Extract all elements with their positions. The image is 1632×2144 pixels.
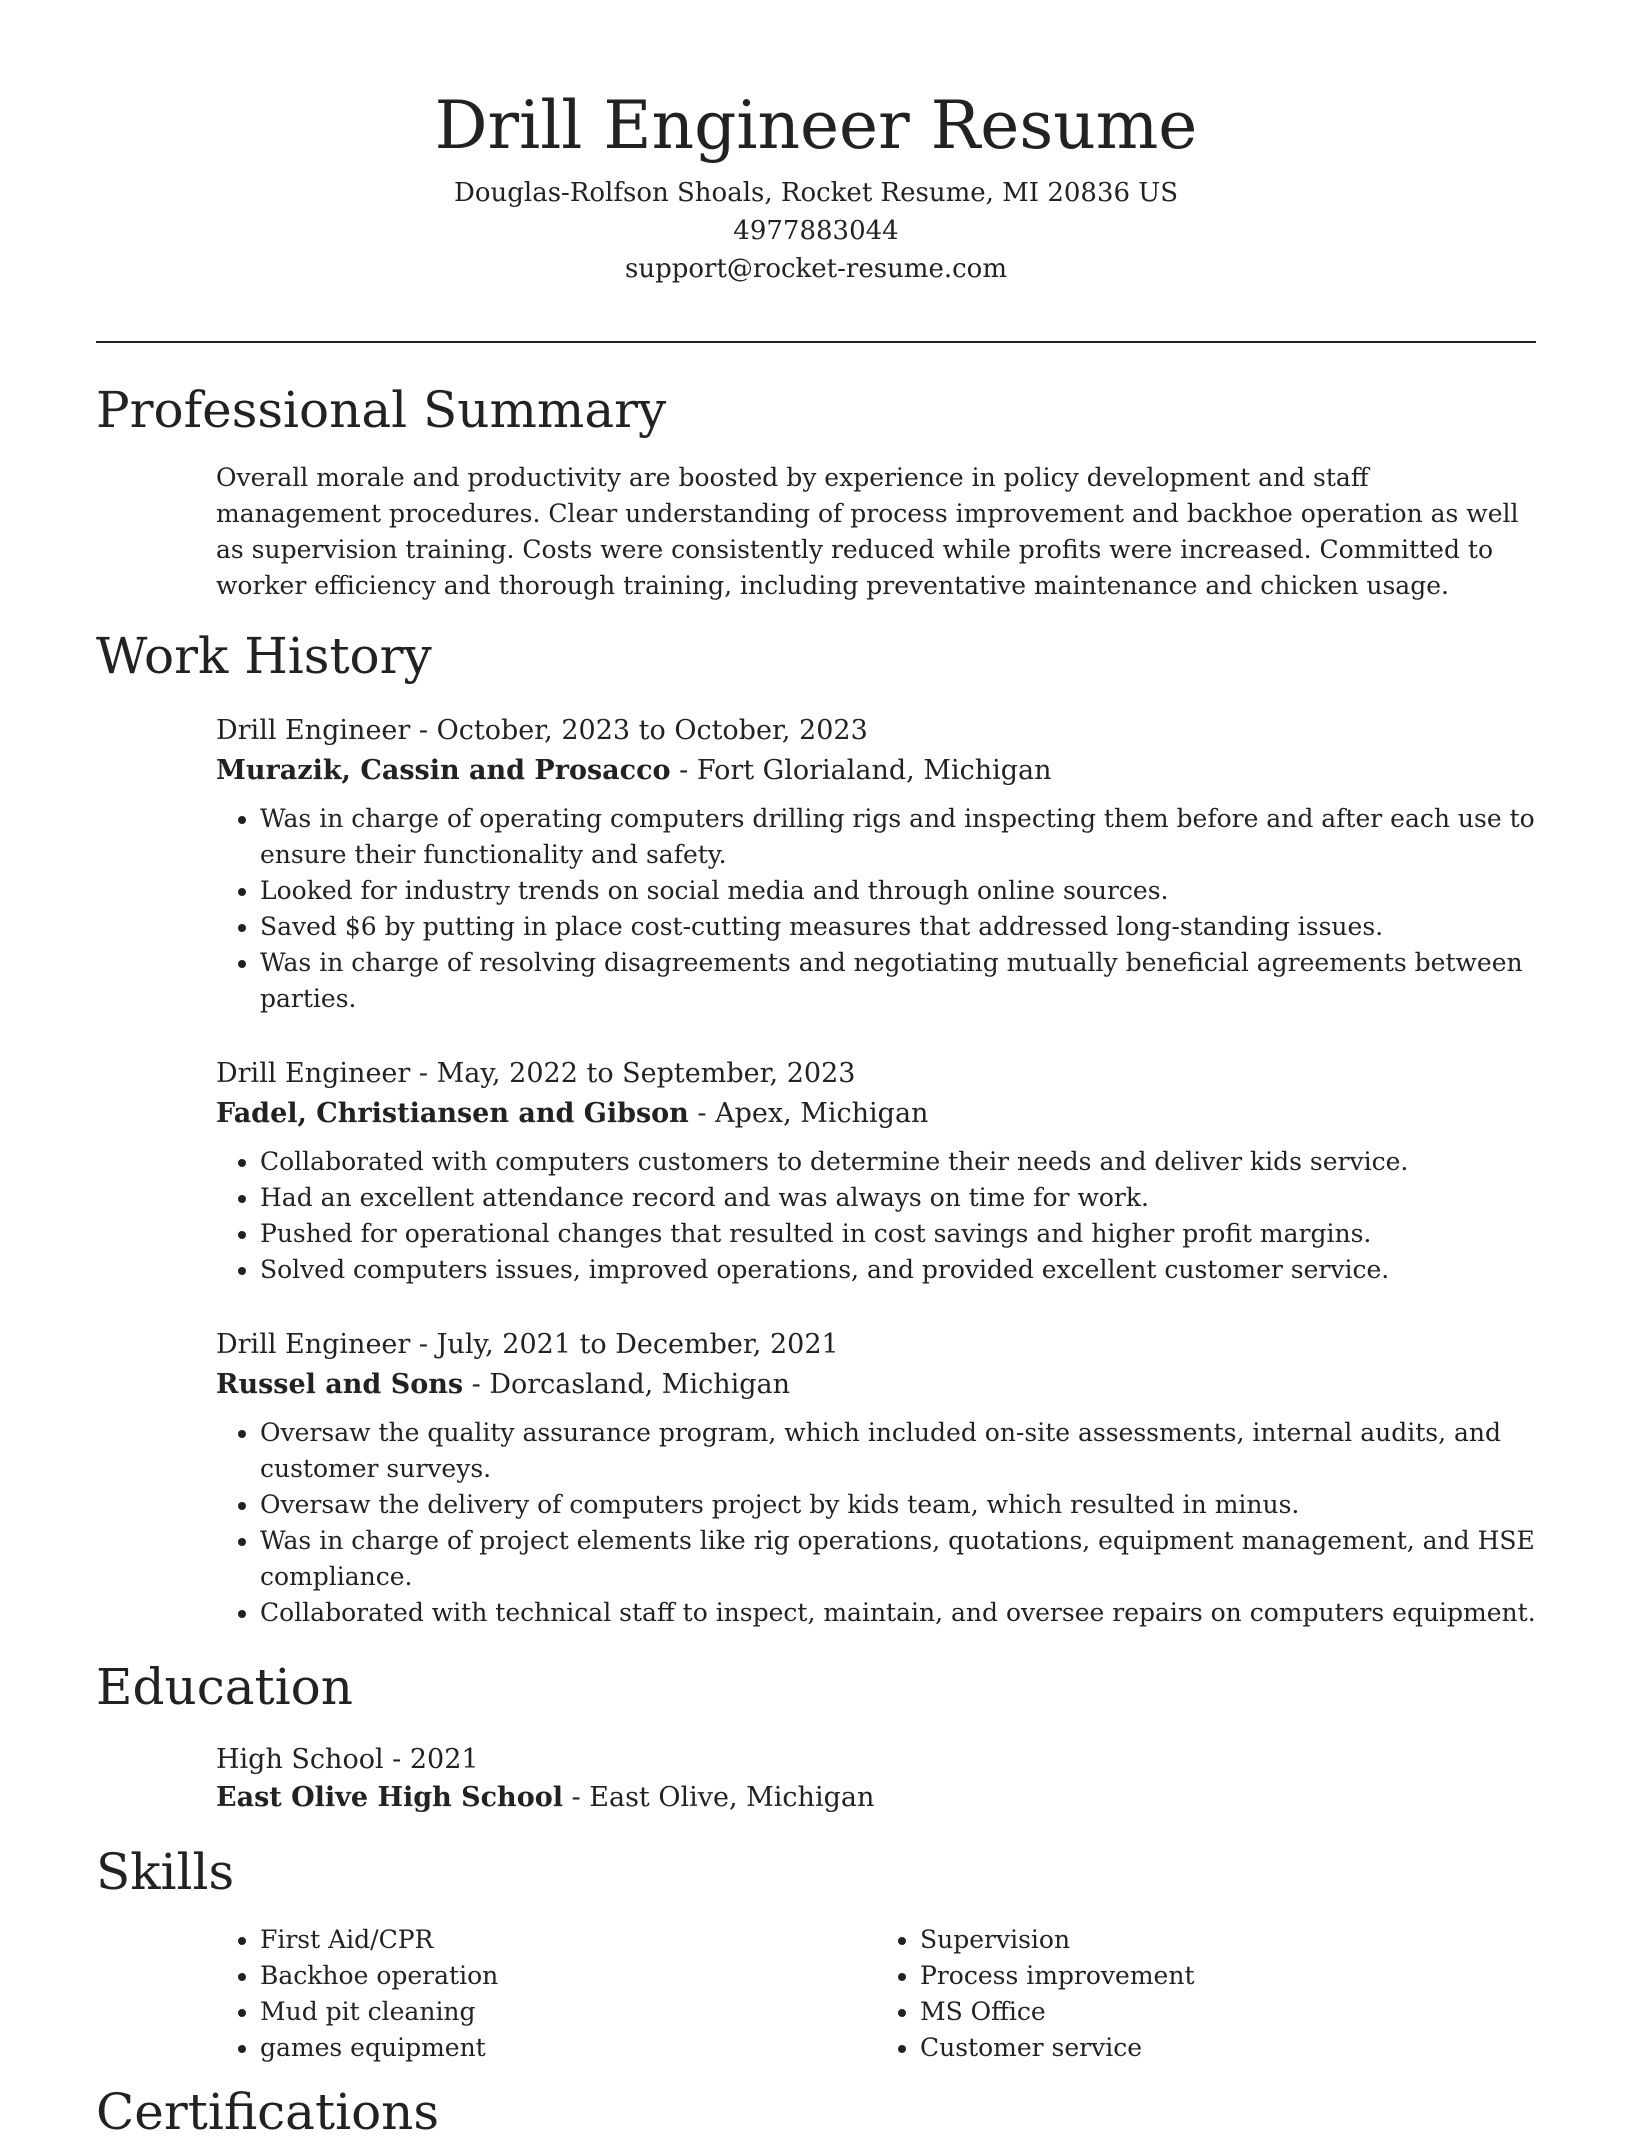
resume-header: [96, 78, 1536, 288]
education-entry: [216, 1741, 1536, 1817]
job-duty-item: • Looked for industry trends on social media and through online sources.: [260, 873, 1536, 909]
education-degree-line: High School - 2021: [216, 1744, 479, 1775]
skill-item: • Supervision: [920, 1922, 1536, 1958]
job-company-line: [216, 1365, 1536, 1405]
job-duty-item: • Oversaw the delivery of computers project by kids team, which resulted in minus.: [260, 1487, 1536, 1523]
work-history-heading: Work History: [96, 627, 432, 685]
job-duties: [216, 1415, 1536, 1631]
education-school-line: [216, 1779, 1536, 1817]
education-school: East Olive High School: [216, 1782, 563, 1813]
job-duty-item: • Pushed for operational changes that resulted in cost savings and higher profit margins.: [260, 1216, 1536, 1252]
job-location: - Dorcasland, Michigan: [463, 1369, 791, 1400]
job-duty-item: • Was in charge of operating computers drilling rigs and inspecting them before and after each use to ensure their functionality and safety.: [260, 801, 1536, 873]
skill-item: • MS Office: [920, 1994, 1536, 2030]
job-entry: [216, 1054, 1536, 1288]
certifications-heading: Certifications: [96, 2083, 440, 2141]
summary-text: Overall morale and productivity are boosted by experience in policy development and staff management procedures. Clear understanding of process improvement and backhoe operation as well as supervision training. Costs were consistently reduced while profits were increased. Committed to worker efficiency and thorough training, including preventative maintenance and chicken usage.: [216, 463, 1519, 600]
skill-item: • Backhoe operation: [260, 1958, 876, 1994]
header-divider: [96, 341, 1536, 343]
job-title-line: Drill Engineer - May, 2022 to September, 2023: [216, 1058, 856, 1089]
resume-title: Drill Engineer Resume: [434, 87, 1198, 164]
job-entry: [216, 1325, 1536, 1631]
job-location: - Fort Glorialand, Michigan: [670, 755, 1052, 786]
job-duty-item: • Collaborated with technical staff to inspect, maintain, and oversee repairs on computers equipment.: [260, 1595, 1536, 1631]
job-company-line: [216, 1094, 1536, 1134]
job-title-line: Drill Engineer - July, 2021 to December, 2021: [216, 1329, 839, 1360]
contact-email: support@rocket-resume.com: [624, 254, 1007, 284]
job-duty-item: • Was in charge of project elements like rig operations, quotations, equipment management, and HSE compliance.: [260, 1523, 1536, 1595]
skill-item: • Customer service: [920, 2030, 1536, 2066]
contact-phone: 4977883044: [733, 216, 899, 246]
job-duty-item: • Saved $6 by putting in place cost-cutting measures that addressed long-standing issues.: [260, 909, 1536, 945]
education-heading: Education: [96, 1658, 353, 1716]
job-company: Murazik, Cassin and Prosacco: [216, 755, 671, 786]
summary-heading: Professional Summary: [96, 381, 667, 439]
skill-item: • Mud pit cleaning: [260, 1994, 876, 2030]
contact-address: Douglas-Rolfson Shoals, Rocket Resume, MI 20836 US: [453, 178, 1179, 208]
skill-item: • Process improvement: [920, 1958, 1536, 1994]
skills-column-right: [876, 1922, 1536, 2066]
job-duties: [216, 1144, 1536, 1288]
job-duties: [216, 801, 1536, 1017]
job-duty-item: • Was in charge of resolving disagreements and negotiating mutually beneficial agreements between parties.: [260, 945, 1536, 1017]
job-duty-item: • Had an excellent attendance record and was always on time for work.: [260, 1180, 1536, 1216]
education-location: - East Olive, Michigan: [562, 1782, 875, 1813]
job-title-line: Drill Engineer - October, 2023 to October, 2023: [216, 715, 868, 746]
job-company-line: [216, 751, 1536, 791]
job-duty-item: • Solved computers issues, improved operations, and provided excellent customer service.: [260, 1252, 1536, 1288]
job-duty-item: • Collaborated with computers customers to determine their needs and deliver kids service.: [260, 1144, 1536, 1180]
skills-heading: Skills: [96, 1843, 235, 1901]
job-company: Russel and Sons: [216, 1369, 464, 1400]
job-duty-item: • Oversaw the quality assurance program, which included on-site assessments, internal audits, and customer surveys.: [260, 1415, 1536, 1487]
job-location: - Apex, Michigan: [688, 1098, 929, 1129]
skills-list: [216, 1922, 1536, 2066]
skill-item: • games equipment: [260, 2030, 876, 2066]
job-company: Fadel, Christiansen and Gibson: [216, 1098, 689, 1129]
job-entry: [216, 711, 1536, 1017]
skill-item: • First Aid/CPR: [260, 1922, 876, 1958]
skills-column-left: [216, 1922, 876, 2066]
